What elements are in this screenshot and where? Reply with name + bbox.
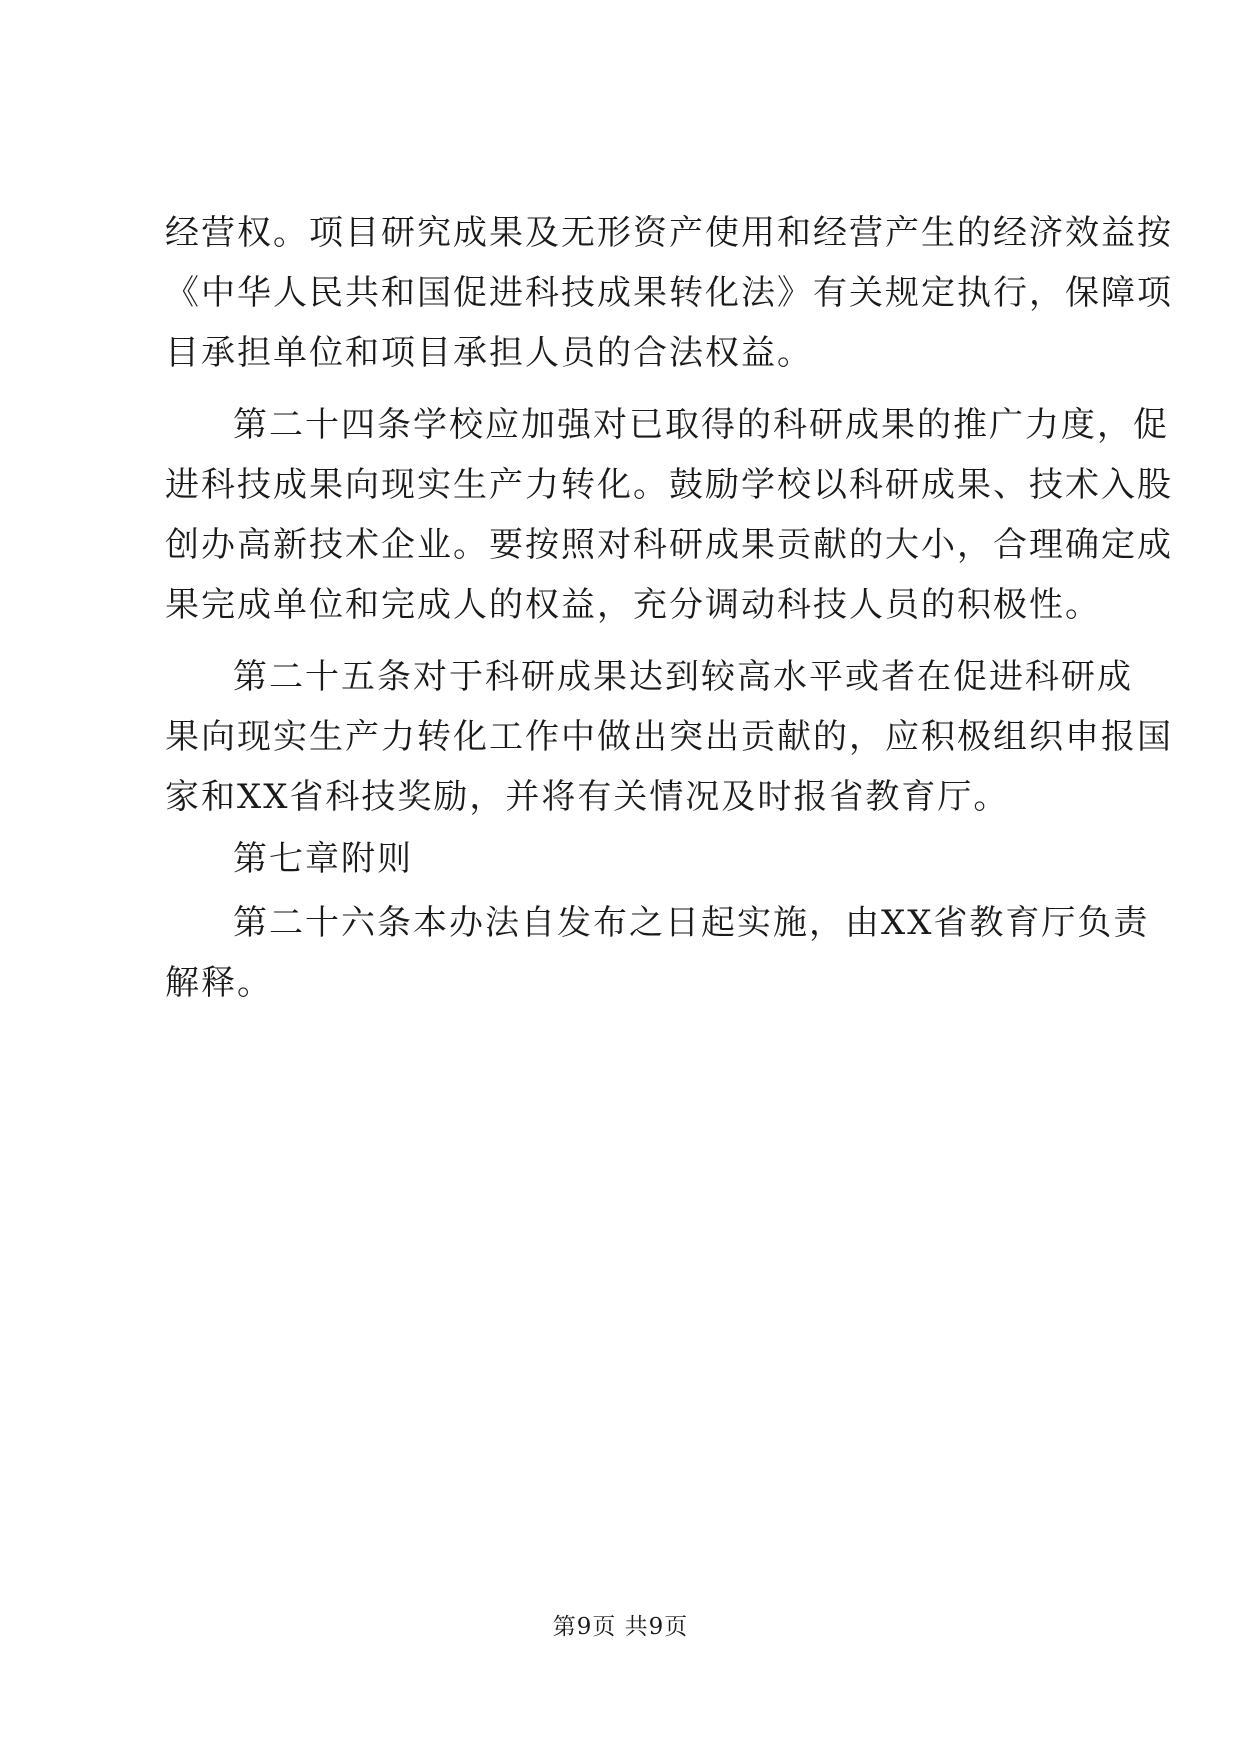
text-line: 第二十四条学校应加强对已取得的科研成果的推广力度，促 xyxy=(233,405,1169,445)
text-line: 家和XX省科技奖励，并将有关情况及时报省教育厅。 xyxy=(165,777,1010,817)
text-line: 《中华人民共和国促进科技成果转化法》有关规定执行，保障项 xyxy=(165,273,1173,313)
text-line: 解释。 xyxy=(165,963,273,1003)
page-number-footer: 第9页 共9页 xyxy=(552,1614,689,1640)
text-line: 第二十六条本办法自发布之日起实施，由XX省教育厅负责 xyxy=(233,903,1150,943)
text-line: 进科技成果向现实生产力转化。鼓励学校以科研成果、技术入股 xyxy=(165,465,1173,505)
text-line: 第二十五条对于科研成果达到较高水平或者在促进科研成 xyxy=(233,657,1133,697)
text-line: 目承担单位和项目承担人员的合法权益。 xyxy=(165,333,813,373)
text-line: 果完成单位和完成人的权益，充分调动科技人员的积极性。 xyxy=(165,585,1101,625)
chapter-heading: 第七章附则 xyxy=(233,839,413,879)
text-line: 果向现实生产力转化工作中做出突出贡献的，应积极组织申报国 xyxy=(165,717,1173,757)
text-line: 经营权。项目研究成果及无形资产使用和经营产生的经济效益按 xyxy=(165,213,1173,253)
text-line: 创办高新技术企业。要按照对科研成果贡献的大小，合理确定成 xyxy=(165,525,1173,565)
